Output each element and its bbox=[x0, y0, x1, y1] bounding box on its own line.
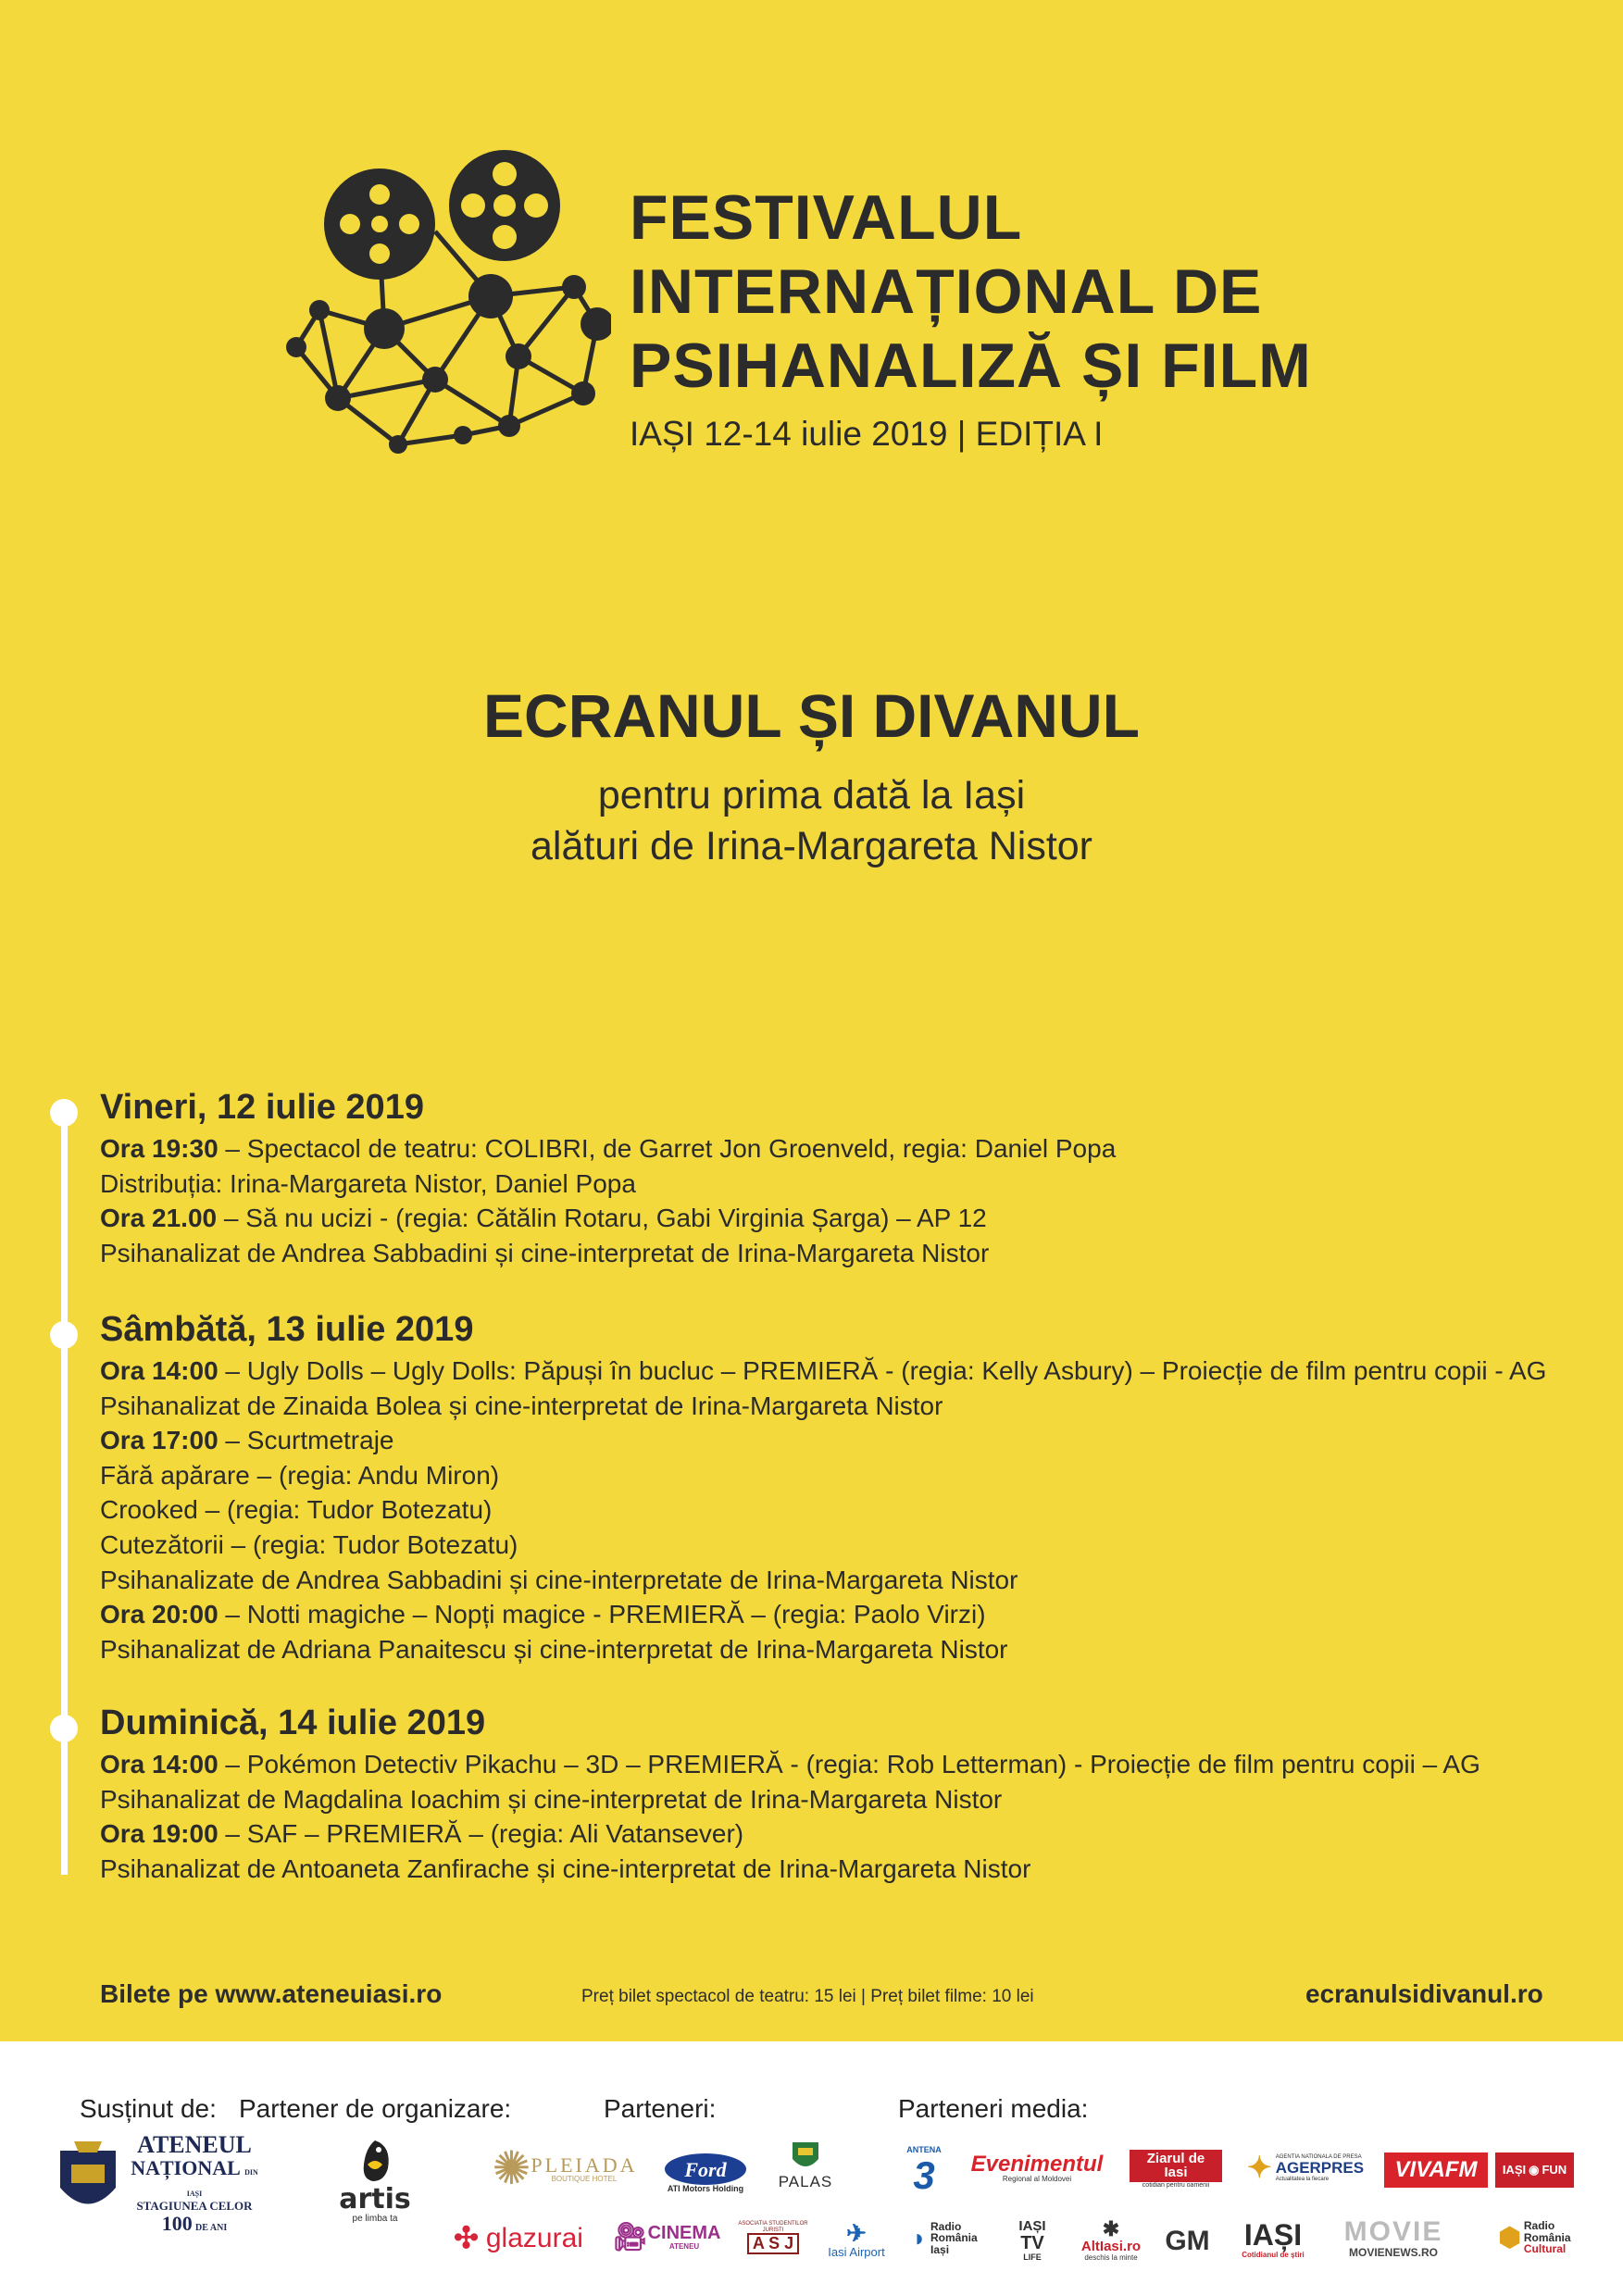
schedule-line bbox=[100, 1461, 499, 1491]
ateneu-season: STAGIUNEA CELOR bbox=[136, 2199, 253, 2214]
schedule-text: Psihanalizate de Andrea Sabbadini și cine-interpretate de Irina-Margareta Nistor bbox=[100, 1565, 1018, 1594]
ateneu-100: 100 bbox=[161, 2212, 193, 2236]
radio-icon: ◗ bbox=[912, 2223, 928, 2252]
ornament-icon: ✣ bbox=[454, 2220, 479, 2254]
prices-info: Preț bilet spectacol de teatru: 15 lei | Preț bilet filme: 10 lei bbox=[581, 1987, 1034, 2006]
artis-bird-icon bbox=[355, 2137, 395, 2185]
agerpres-tag: Actualitatea la fiecare bbox=[1275, 2176, 1330, 2182]
schedule-line bbox=[100, 1426, 394, 1455]
pleiada-logo bbox=[481, 2139, 648, 2199]
schedule-text: – Spectacol de teatru: COLIBRI, de Garret Jon Groenveld, regia: Daniel Popa bbox=[218, 1134, 1117, 1163]
schedule-text: Crooked – (regia: Tudor Botezatu) bbox=[100, 1495, 493, 1525]
ford-oval: Ford bbox=[665, 2153, 746, 2185]
movienews-name: MOVIE bbox=[1343, 2216, 1443, 2248]
festival-subtitle: IAȘI 12-14 iulie 2019 | EDIȚIA I bbox=[630, 415, 1104, 453]
schedule-text: Fără apărare – (regia: Andu Miron) bbox=[100, 1460, 500, 1490]
agerpres-star-icon: ✦ bbox=[1246, 2151, 1272, 2185]
evenimentul-logo bbox=[958, 2150, 1116, 2187]
schedule-text: Psihanalizat de Zinaida Bolea și cine-interpretat de Irina-Margareta Nistor bbox=[100, 1391, 943, 1420]
schedule-line bbox=[100, 1239, 989, 1268]
sun-icon: ✺ bbox=[492, 2142, 531, 2195]
vivafm-logo: VIVAFM bbox=[1384, 2152, 1488, 2188]
schedule-line bbox=[100, 1495, 492, 1525]
ateneu-city: DIN IAȘI bbox=[186, 2168, 258, 2199]
schedule-text: – Scurtmetraje bbox=[218, 1426, 394, 1455]
palas-crest-icon bbox=[790, 2139, 821, 2174]
schedule-line bbox=[100, 1750, 1480, 1779]
schedule-day-heading: Vineri, 12 iulie 2019 bbox=[100, 1088, 424, 1127]
ford-tag: ATI Motors Holding bbox=[667, 2184, 744, 2194]
altiasi-tag: deschis la minte bbox=[1084, 2252, 1138, 2262]
agerpres-logo bbox=[1245, 2146, 1366, 2190]
schedule-text: – Pokémon Detectiv Pikachu – 3D – PREMIERĂ - (regia: Rob Letterman) - Proiecție de film pentru copii – AG bbox=[218, 1750, 1480, 1778]
website-link[interactable]: ecranulsidivanul.ro bbox=[1305, 1979, 1543, 2008]
artis-name: artis bbox=[339, 2183, 411, 2215]
schedule-line bbox=[100, 1819, 743, 1849]
ateneu-logo bbox=[125, 2130, 264, 2236]
radio-cultural-c: Cultural bbox=[1523, 2242, 1567, 2256]
airport-name: Iasi Airport bbox=[828, 2245, 885, 2260]
festival-title-line: FESTIVALUL bbox=[630, 182, 1023, 253]
schedule-text: Distribuția: Irina-Margareta Nistor, Daniel Popa bbox=[100, 1168, 636, 1198]
festival-logo-icon bbox=[278, 148, 611, 463]
event-tagline-1: pentru prima dată la Iași bbox=[597, 773, 1026, 817]
schedule-text: Psihanalizat de Andrea Sabbadini și cine-interpretat de Irina-Margareta Nistor bbox=[100, 1238, 990, 1267]
agerpres-top: AGENTIA NATIONALA DE PRESA bbox=[1275, 2153, 1362, 2160]
iasitv-a: IAȘI bbox=[1018, 2217, 1046, 2234]
antena-3-icon: 3 bbox=[913, 2152, 935, 2197]
ziarul-logo bbox=[1130, 2150, 1222, 2189]
camera-icon: ◉ bbox=[1529, 2163, 1540, 2177]
airport-logo bbox=[815, 2215, 898, 2265]
schedule-line bbox=[100, 1204, 987, 1233]
ateneu-ani: DE ANI bbox=[195, 2223, 228, 2234]
schedule-line bbox=[100, 1785, 1002, 1815]
supported-label: Susținut de: bbox=[80, 2094, 217, 2123]
ziarul-name: Ziarul de Iasi bbox=[1130, 2150, 1222, 2183]
schedule-line bbox=[100, 1134, 1116, 1164]
ford-logo bbox=[659, 2146, 752, 2202]
festival-title-line: INTERNAȚIONAL DE bbox=[630, 256, 1263, 327]
radio-cultural-b: România bbox=[1523, 2230, 1571, 2244]
iasitv-c: LIFE bbox=[1023, 2252, 1042, 2262]
glazurai-name: glazurai bbox=[485, 2222, 583, 2253]
event-title: ECRANUL ȘI DIVANUL bbox=[483, 681, 1140, 750]
cinema-name: CINEMA bbox=[647, 2223, 721, 2244]
schedule-time: Ora 17:00 bbox=[100, 1426, 218, 1455]
iasitv-b: TV bbox=[1020, 2232, 1044, 2253]
antena-logo bbox=[896, 2139, 952, 2203]
pleiada-tag: BOUTIQUE HOTEL bbox=[551, 2174, 618, 2183]
festival-title-line: PSIHANALIZĂ ȘI FILM bbox=[630, 331, 1312, 401]
movienews-tag: MOVIENEWS.RO bbox=[1348, 2245, 1438, 2259]
schedule-day-heading: Sâmbătă, 13 iulie 2019 bbox=[100, 1310, 474, 1349]
radio-cultural-icon: ⬢ bbox=[1498, 2223, 1521, 2252]
timeline-dot bbox=[50, 1321, 78, 1349]
cinema-logo bbox=[611, 2215, 722, 2261]
ateneu-sub: NAȚIONAL bbox=[131, 2156, 240, 2180]
altiasi-name: AltIasi.ro bbox=[1080, 2238, 1142, 2254]
schedule-text: Psihanalizat de Magdalina Ioachim și cine-interpretat de Irina-Margareta Nistor bbox=[100, 1784, 1003, 1814]
radio-iasi-logo bbox=[896, 2213, 993, 2264]
org-partner-label: Partener de organizare: bbox=[239, 2094, 512, 2123]
iasifun-b: FUN bbox=[1542, 2163, 1567, 2177]
tickets-info: Bilete pe www.ateneuiasi.ro bbox=[100, 1979, 443, 2008]
evenimentul-name: Evenimentul bbox=[970, 2152, 1104, 2177]
asj-top: ASOCIATIA STUDENTILOR JURISTI bbox=[738, 2221, 808, 2233]
festival-title bbox=[630, 181, 1312, 403]
iasitv-logo bbox=[1005, 2213, 1060, 2268]
cinema-tag: ATENEU bbox=[668, 2242, 700, 2252]
radio-iasi-b: România bbox=[930, 2231, 978, 2245]
iasifun-a: IAȘI bbox=[1502, 2163, 1527, 2177]
schedule-line bbox=[100, 1530, 518, 1560]
schedule-day-heading: Duminică, 14 iulie 2019 bbox=[100, 1703, 486, 1742]
iasifun-logo bbox=[1495, 2152, 1574, 2188]
artis-tag: pe limba ta bbox=[352, 2213, 398, 2224]
schedule-time: Ora 19:30 bbox=[100, 1134, 218, 1163]
schedule-line bbox=[100, 1635, 1008, 1665]
schedule-line bbox=[100, 1391, 943, 1421]
agerpres-name: AGERPRES bbox=[1275, 2159, 1365, 2177]
palas-name: PALAS bbox=[778, 2172, 833, 2190]
timeline-dot bbox=[50, 1715, 78, 1742]
ateneu-crest-icon bbox=[46, 2129, 130, 2222]
altiasi-icon: ✱ bbox=[1102, 2216, 1120, 2240]
evenimentul-tag: Regional al Moldovei bbox=[1002, 2175, 1072, 2184]
schedule-text: – Să nu ucizi - (regia: Cătălin Rotaru, Gabi Virginia Șarga) – AP 12 bbox=[217, 1204, 987, 1233]
schedule-text: – Ugly Dolls – Ugly Dolls: Păpuși în bucluc – PREMIERĂ - (regia: Kelly Asbury) – Proiecție de film pentru copii - AG bbox=[218, 1356, 1547, 1385]
radio-cultural-a: Radio bbox=[1523, 2219, 1555, 2233]
glazurai-logo bbox=[435, 2217, 602, 2259]
schedule-line bbox=[100, 1854, 1030, 1884]
iasi-mag-name: IAȘI bbox=[1243, 2218, 1303, 2252]
schedule-text: Psihanalizat de Adriana Panaitescu și cine-interpretat de Irina-Margareta Nistor bbox=[100, 1634, 1008, 1664]
artis-logo bbox=[329, 2129, 421, 2231]
schedule-line bbox=[100, 1566, 1017, 1595]
asj-name: A S J bbox=[747, 2233, 799, 2254]
ziarul-tag: cotidian pentru oamenii bbox=[1142, 2182, 1210, 2190]
schedule-line bbox=[100, 1356, 1546, 1386]
schedule-text: – Notti magiche – Nopți magice - PREMIERĂ – (regia: Paolo Virzi) bbox=[218, 1600, 986, 1629]
pleiada-name: PLEIADA bbox=[531, 2152, 638, 2177]
timeline-dot bbox=[50, 1099, 78, 1127]
schedule-time: Ora 19:00 bbox=[100, 1819, 218, 1849]
iasi-mag-logo bbox=[1236, 2211, 1310, 2268]
plane-icon: ✈ bbox=[846, 2219, 867, 2248]
palas-logo bbox=[768, 2129, 843, 2199]
radio-cultural-logo bbox=[1486, 2211, 1583, 2265]
schedule-time: Ora 20:00 bbox=[100, 1600, 218, 1629]
altiasi-logo bbox=[1065, 2215, 1157, 2265]
film-camera-icon: 🎥︎ bbox=[612, 2222, 648, 2253]
media-partners-label: Parteneri media: bbox=[898, 2094, 1089, 2123]
antena-name: ANTENA bbox=[906, 2145, 942, 2155]
timeline-line bbox=[61, 1106, 68, 1875]
partners-label: Parteneri: bbox=[604, 2094, 717, 2123]
schedule-text: – SAF – PREMIERĂ – (regia: Ali Vatansever) bbox=[218, 1819, 744, 1849]
asj-logo bbox=[731, 2215, 815, 2261]
schedule-time: Ora 21.00 bbox=[100, 1204, 218, 1233]
ateneu-name: ATENEUL bbox=[137, 2130, 252, 2158]
schedule-time: Ora 14:00 bbox=[100, 1750, 218, 1778]
event-tagline-2: alături de Irina-Margareta Nistor bbox=[530, 824, 1093, 868]
iasi-mag-tag: Cotidianul de știri bbox=[1242, 2250, 1305, 2259]
schedule-text: Cutezătorii – (regia: Tudor Botezatu) bbox=[100, 1530, 518, 1559]
radio-iasi-c: Iași bbox=[930, 2242, 950, 2256]
schedule-line bbox=[100, 1169, 636, 1199]
radio-iasi-a: Radio bbox=[930, 2219, 962, 2233]
movienews-logo bbox=[1324, 2213, 1463, 2264]
schedule-line bbox=[100, 1600, 986, 1629]
schedule-time: Ora 14:00 bbox=[100, 1356, 218, 1385]
schedule-text: Psihanalizat de Antoaneta Zanfirache și cine-interpretat de Irina-Margareta Nistor bbox=[100, 1853, 1031, 1883]
gm-logo: GM bbox=[1165, 2226, 1210, 2257]
